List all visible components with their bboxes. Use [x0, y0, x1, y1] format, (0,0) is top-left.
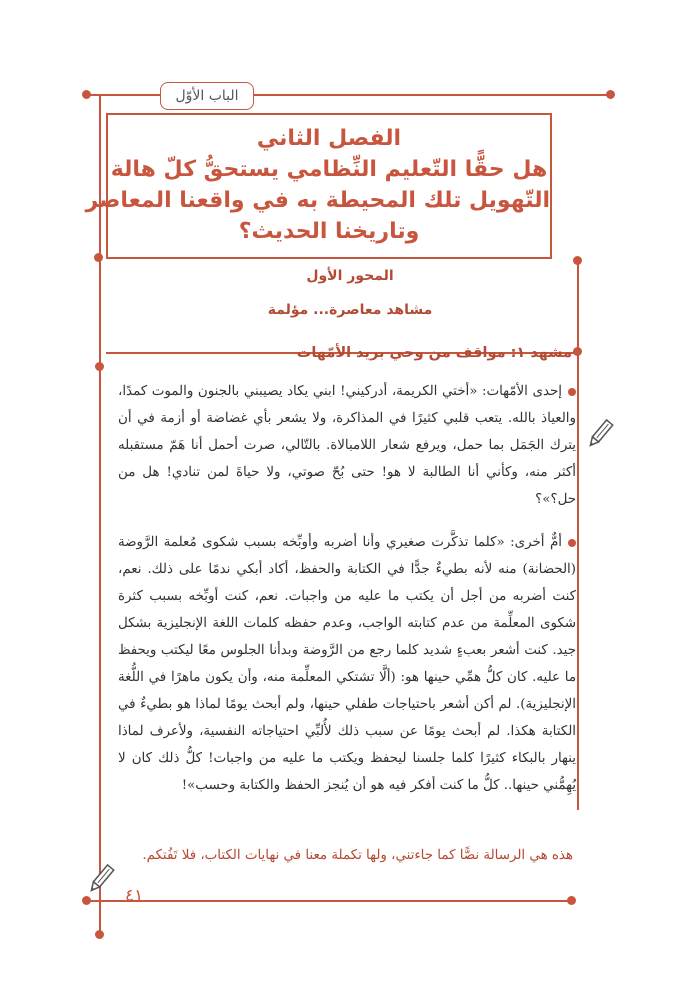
frame-bottom-rule	[86, 900, 571, 902]
frame-corner-dot	[573, 347, 582, 356]
frame-corner-dot	[94, 253, 103, 262]
frame-right-rule	[577, 260, 579, 810]
frame-corner-dot	[82, 90, 91, 99]
frame-left-rule	[99, 94, 101, 934]
axis-title: المحور الأول	[306, 268, 394, 284]
frame-corner-dot	[95, 930, 104, 939]
chapter-title-line: وتاريخنا الحديث؟	[238, 219, 420, 244]
chapter-title-line: هل حقًّا التّعليم النِّظامي يستحقُّ كلّ هالة	[110, 157, 548, 182]
body-paragraph	[118, 529, 576, 799]
frame-corner-dot	[573, 256, 582, 265]
closing-note: هذه هي الرسالة نصًّا كما جاءتني، ولها تكملة معنا في نهايات الكتاب، فلا تَفُتكم.	[142, 848, 573, 863]
body-paragraph	[118, 378, 576, 513]
axis-subtitle: مشاهد معاصرة... مؤلمة	[267, 302, 433, 318]
chapter-title-box	[85, 113, 552, 259]
chapter-tab-label: الباب الأوّل	[175, 88, 239, 104]
chapter-tab	[160, 82, 254, 110]
page-number: ٤١	[125, 886, 144, 906]
pencil-icon	[583, 417, 617, 451]
frame-corner-dot	[82, 896, 91, 905]
paragraph-text: أمٌّ أخرى: «كلما تذكَّرت صغيري وأنا أضربه وأوبِّخه بسبب شكوى مُعلمة الرَّوضة (الحضانة) منه لأنه بطيءٌ جدًّا في الكتابة والحفظ، أكاد أبكي ندمًا على ذلك. نعم، كنت أضربه من أجل أن يكتب ما عليه من واجبات. نعم، كنت أوبِّخه بسبب كثرة شكوى المعلِّمة من عدم كتابته الواجب، وعدم حفظه كلمات اللغة الإنجليزية بشكل جيد. كنت أشعر بعبءٍ شديد كلما رجع من الرَّوضة وبدأنا الجلوس معًا ليكتب ويحفظ ما عليه. كان كلُّ همِّي حينها هو: (ألَّا تشتكي المعلِّمة منه، وأن يكون ماهرًا في اللُّغة الإنجليزية). لم أكن أشعر باحتياجات طفلي حينها، ولم أبحث يومًا لماذا هو بطيءٌ في الكتابة هكذا. لم أبحث يومًا عن سبب ذلك لأُلبِّي احتياجاته النفسية، ولأعرف لماذا ينهار بالبكاء كثيرًا كلما جلسنا ليحفظ ويكتب ما عليه من واجبات! كلُّ ذلك كان لا يُهِمُّني حينها.. كلُّ ما كنت أفكر فيه هو أن يُنجز الحفظ والكتابة وحسب»!	[118, 535, 576, 793]
paragraph-text: إحدى الأمّهات: «أختي الكريمة، أدركيني! ابني يكاد يصيبني بالجنون والموت كمدًا، والعياذ بالله. يتعب قلبي كثيرًا في المذاكرة، ولا يشعر بأي غضاضة أو أزمة في أن يترك الجَمَل بما حمل، ويرفع شعار اللامبالاة. بالتّالي، صرت أحمل أنا هَمّ مستقبله أكثر منه، وكأني أنا الطالبة لا هو! حتى بُحّ صوتي، ولا حياةَ لمن تنادي! هل من حل؟»؟	[118, 384, 576, 507]
chapter-title-line: التّهويل تلك المحيطة به في واقعنا المعاصر	[85, 188, 550, 213]
pencil-icon	[84, 862, 118, 896]
bullet-dot-icon	[568, 388, 576, 396]
bullet-dot-icon	[568, 539, 576, 547]
chapter-number-title: الفصل الثاني	[256, 126, 402, 151]
frame-corner-dot	[567, 896, 576, 905]
scene-heading: مشهد ١: مواقف من وحي بريد الأمّهات	[296, 345, 572, 361]
axis-heading	[200, 266, 500, 322]
frame-corner-dot	[95, 362, 104, 371]
frame-corner-dot	[606, 90, 615, 99]
